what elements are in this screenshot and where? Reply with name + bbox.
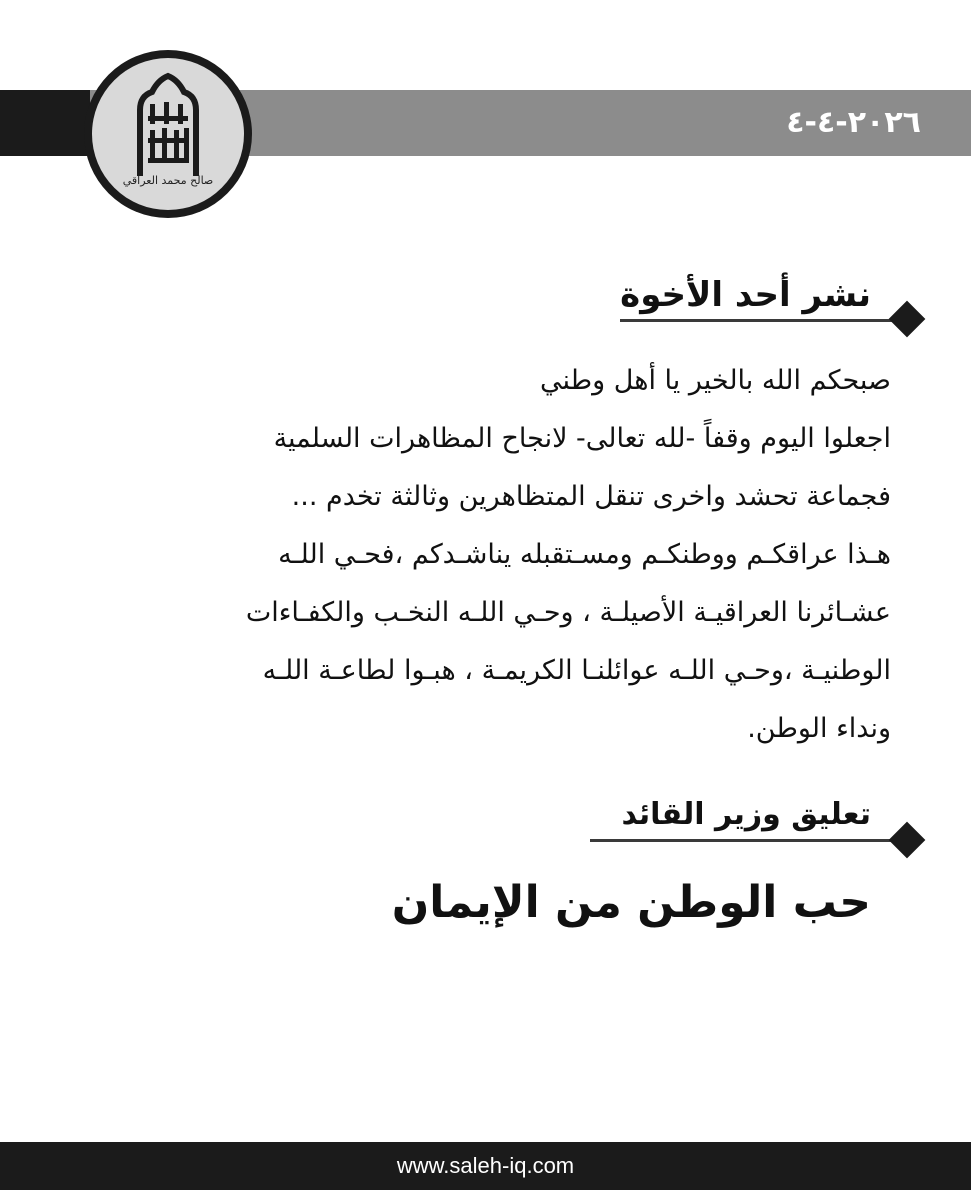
post-line: عشـائرنا العراقيـة الأصيلـة ، وحـي اللـه النخـب والكفـاءات [245,597,891,628]
logo-emblem-icon [92,58,244,210]
post-line: ونداء الوطن. [747,713,891,744]
post-line: اجعلوا اليوم وقفاً -لله تعالى- لانجاح المظاهرات السلمية [273,423,891,454]
post-line: فجماعة تحشد واخرى تنقل المتظاهرين وثالثة تخدم ... [291,481,891,512]
post-line: هـذا عراقكـم ووطنكـم ومسـتقبله يناشـدكم ،فحـي اللـه [278,539,891,570]
diamond-bullet-icon [889,822,926,859]
post-line: الوطنيـة ،وحـي اللـه عوائلنـا الكريمـة ، هبـوا لطاعـة اللـه [262,655,891,686]
diamond-bullet-icon [889,301,926,338]
post-line: صبحكم الله بالخير يا أهل وطني [540,365,891,396]
logo-badge [92,58,244,210]
brand-logo [84,50,252,218]
post-title-underline [620,319,905,322]
post-section-title: نشر أحد الأخوة [620,275,871,315]
comment-section-title: تعليق وزير القائد [621,797,871,832]
footer-bar [0,1142,971,1190]
header-dark-band [0,90,90,156]
comment-title-underline [590,839,905,842]
comment-text: حب الوطن من الإيمان [391,877,871,928]
post-body [70,352,891,758]
post-date: ٢٠٢٦-٤-٤ [786,105,921,140]
logo-caption: صالح محمد العراقي [122,174,214,187]
website-link[interactable]: www.saleh-iq.com [396,1153,575,1178]
